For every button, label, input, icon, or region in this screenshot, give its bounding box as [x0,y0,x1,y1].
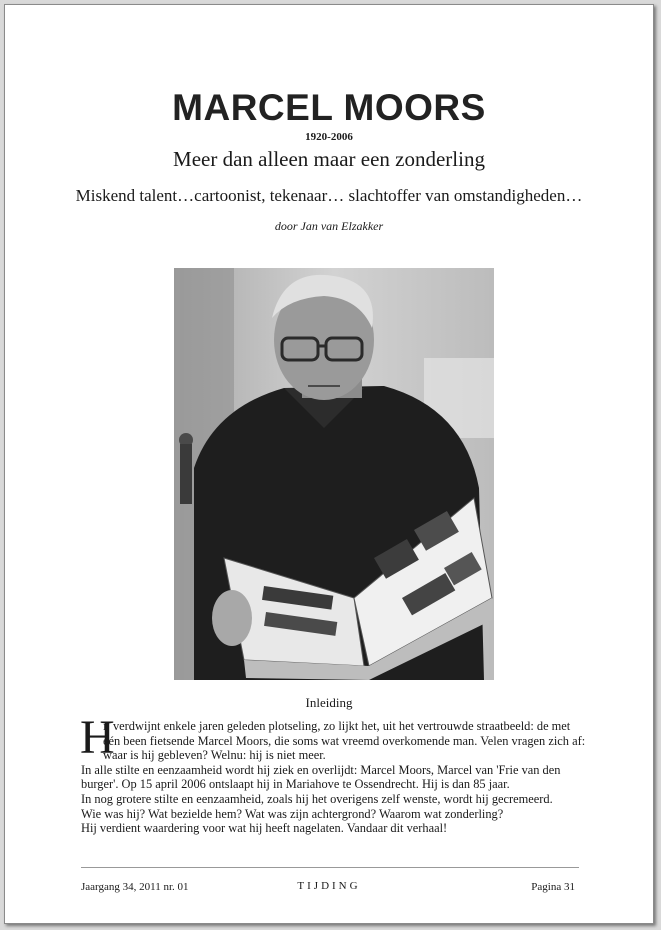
paragraph-intro [80,711,586,764]
paragraph: Hij verdient waardering voor wat hij heeft nagelaten. Vandaar dit verhaal! [81,821,448,836]
portrait-photo [174,268,494,680]
paragraph: Wie was hij? Wat bezielde hem? Wat was zijn achtergrond? Waarom wat zonderling? [81,806,504,821]
footer-divider [81,867,579,868]
portrait-illustration [174,268,494,680]
article-tagline: Miskend talent…cartoonist, tekenaar… slachtoffer van omstandigheden… [75,186,583,205]
article-byline: door Jan van Elzakker [274,219,384,233]
footer-issue: Jaargang 34, 2011 nr. 01 [81,881,189,893]
footer-magazine-name: TIJDING [297,880,361,892]
drop-cap: H [80,711,115,764]
life-years: 1920-2006 [305,131,353,143]
article-title: MARCEL MOORS [172,87,486,128]
paragraph: In nog grotere stilte en eenzaamheid, zoals hij het overigens zelf wenste, wordt hij gecremeerd. [81,791,553,806]
article-body [80,711,586,836]
paragraph-text: ij verdwijnt enkele jaren geleden plotseling, zo lijkt het, uit het vertrouwde straatbeeld: de met één been fietsende Marcel Moors, die soms wat vreemd overkomende man. Velen vragen zich af: waar is hij gebleven? Welnu: hij is niet meer. [103,719,586,763]
paragraph: In alle stilte en eenzaamheid wordt hij ziek en overlijdt: Marcel Moors, Marcel van 'Frie van den burger'. Op 15 april 2006 ontslaapt hij in Mariahove te Ossendrecht. Hij is dan 85 jaar. [81,762,561,792]
article-subtitle: Meer dan alleen maar een zonderling [173,147,485,171]
footer-page-number: Pagina 31 [531,881,575,893]
magazine-page [4,4,654,924]
section-heading: Inleiding [305,695,353,710]
